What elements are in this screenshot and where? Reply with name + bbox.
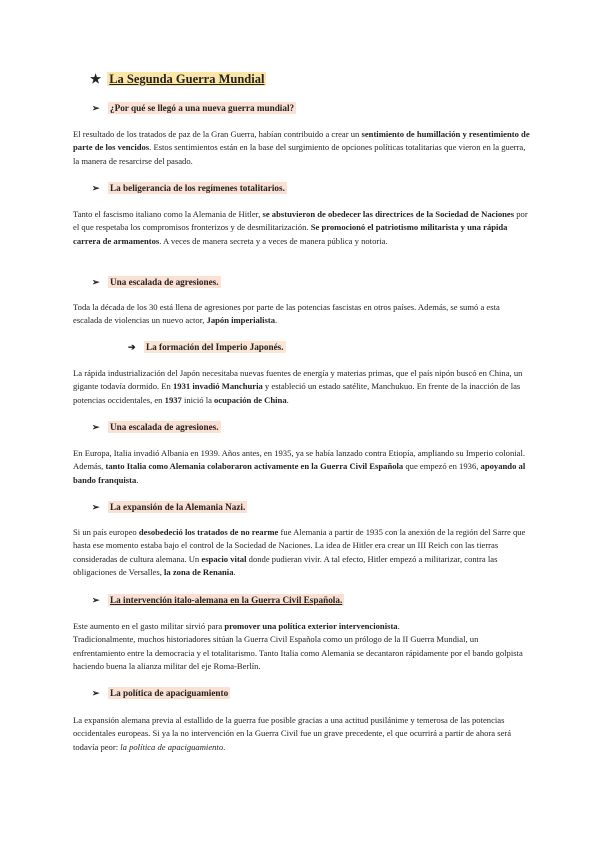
- section-heading-5: [92, 422, 221, 433]
- bold-text: sentimiento de humillación y resentimiento de parte de los vencidos: [73, 129, 530, 153]
- heading-label: La formación del Imperio Japonés.: [146, 342, 284, 352]
- text: La rápida industrialización del Japón necesitaba nuevas fuentes de energía y materias primas, que el país nipón buscó en China, un gigante todavía dormido. En: [73, 368, 523, 392]
- section-heading-3: [92, 277, 221, 288]
- text: Tradicionalmente, muchos historiadores sitúan la Guerra Civil Española como un prólogo de la II Guerra Mundial, un enfrentamiento entre la democracia y el totalitarismo. Tanto Italia como Alemania se decantaron rápidamente por el bando golpista haciendo buena la alianza militar del eje Roma-Berlín.: [73, 634, 523, 671]
- paragraph-6: [73, 526, 531, 579]
- bold-text: ocupación de China: [214, 394, 287, 405]
- arrow-right-icon: ➔: [128, 342, 136, 352]
- paragraph-4: [73, 367, 531, 407]
- text: . A veces de manera secreta y a veces de manera pública y notoria.: [159, 235, 388, 246]
- section-heading-2: [92, 183, 287, 194]
- heading-label: ¿Por qué se llegó a una nueva guerra mundial?: [110, 103, 295, 113]
- paragraph-1: [73, 128, 531, 168]
- section-heading-8: [92, 688, 230, 699]
- text: La expansión alemana previa al estallido de la guerra fue posible gracias a una actitud pusilánime y temerosa de las potencias occidentales europeas. Si ya la no intervención en la Guerra Civil fue un grave precedente, el que ocurrirá a partir de ahora será todavía peor:: [73, 715, 512, 752]
- text: .: [397, 621, 400, 631]
- bold-text: Japón imperialista: [206, 315, 276, 326]
- arrow-icon: ➢: [92, 595, 100, 605]
- arrow-icon: ➢: [92, 277, 100, 287]
- bold-text: tanto Italia como Alemania colaboraron activamente en la Guerra Civil Española: [105, 461, 404, 472]
- arrow-icon: ➢: [92, 103, 100, 113]
- text: En Europa, Italia invadió Albania en 1939. Años antes, en 1935, ya se había lanzado contra Etiopía, ampliando su Imperio colonial. Además,: [73, 448, 526, 472]
- text: fue Alemania a partir de 1935 con la anexión de la región del Sarre que hasta ese momento estaba bajo el control de la Sociedad de Naciones. La idea de Hitler era crear un III Reich con las tierras consideradas de cultura alemana. Un: [73, 527, 526, 564]
- star-icon: ★: [90, 72, 102, 86]
- text: Si un país europeo: [73, 527, 139, 537]
- paragraph-7: [73, 620, 531, 673]
- heading-label: La beligerancia de los regímenes totalitarios.: [110, 183, 285, 193]
- text: por el que respetaba los compromisos fronterizos y de desmilitarización.: [73, 209, 528, 233]
- italic-text: la política de apaciguamiento: [120, 741, 224, 752]
- arrow-icon: ➢: [92, 183, 100, 193]
- arrow-icon: ➢: [92, 688, 100, 698]
- text: .: [286, 394, 289, 405]
- text: Este aumento en el gasto militar sirvió para: [73, 621, 225, 631]
- text: El resultado de los tratados de paz de la Gran Guerra, habían contribuido a crear un: [73, 129, 362, 139]
- text: Toda la década de los 30 está llena de agresiones por parte de las potencias fascistas en otros países. Además, se sumó a esta escalada de violencias un nuevo actor,: [73, 302, 500, 326]
- title-text: La Segunda Guerra Mundial: [109, 72, 265, 86]
- bold-text: espacio vital: [201, 553, 247, 564]
- text: .: [275, 315, 278, 326]
- bold-text: promover una política exterior intervencionista: [224, 621, 398, 631]
- document-title: [90, 71, 266, 87]
- text: y estableció un estado satélite, Manchukuo. En frente de la inacción de las potencias occidentales, en: [73, 381, 521, 405]
- paragraph-8: [73, 714, 531, 754]
- arrow-icon: ➢: [92, 502, 100, 512]
- text: Tanto el fascismo italiano como la Alemania de Hitler,: [73, 209, 263, 219]
- text: .: [223, 741, 226, 752]
- heading-label: La expansión de la Alemania Nazi.: [110, 502, 246, 512]
- arrow-icon: ➢: [92, 422, 100, 432]
- bold-text: 1937: [164, 394, 182, 405]
- text: .: [136, 474, 139, 485]
- text: que empezó en 1936,: [403, 461, 481, 472]
- section-heading-6: [92, 502, 247, 513]
- paragraph-5: [73, 447, 531, 487]
- bold-text: la zona de Renania: [164, 566, 234, 577]
- bold-text: se abstuvieron de obedecer las directrices de la Sociedad de Naciones: [262, 209, 515, 219]
- text: donde pudieran vivir. A tal efecto, Hitler empezó a militarizar, contra las obligaciones de Versalles,: [73, 553, 498, 577]
- heading-label: La política de apaciguamiento: [110, 688, 229, 698]
- heading-label: La intervención italo-alemana en la Guerra Civil Española.: [110, 595, 343, 605]
- section-heading-7: [92, 595, 344, 606]
- bold-text: desobedeció los tratados de no rearme: [138, 527, 279, 537]
- heading-label: Una escalada de agresiones.: [110, 422, 219, 432]
- text: inició la: [181, 394, 215, 405]
- section-heading-4: [128, 342, 286, 353]
- paragraph-3: [73, 301, 531, 328]
- bold-text: Se promocionó el patriotismo militarista y una rápida carrera de armamentos: [73, 222, 508, 246]
- bold-text: 1931 invadió Manchuria: [173, 381, 263, 392]
- heading-label: Una escalada de agresiones.: [110, 277, 219, 287]
- paragraph-2: [73, 208, 531, 248]
- bold-text: apoyando al bando franquista: [73, 461, 526, 485]
- text: .: [233, 566, 236, 577]
- section-heading-1: [92, 103, 296, 114]
- text: . Estos sentimientos están en la base del surgimiento de opciones políticas totalitarias que vieron en la guerra, la manera de resarcirse del pasado.: [73, 142, 526, 166]
